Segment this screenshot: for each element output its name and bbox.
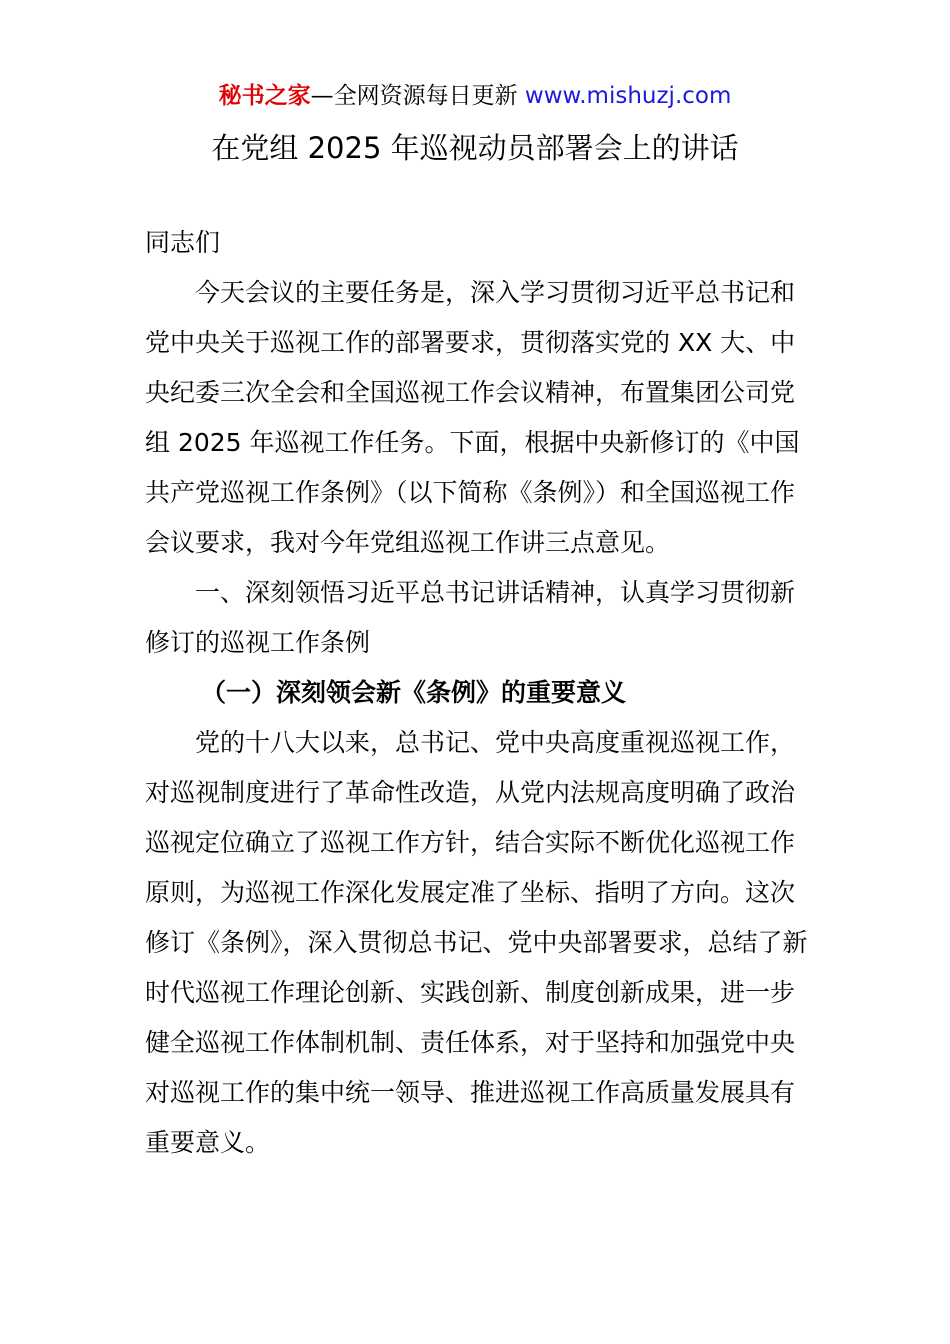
section-heading: 一、深刻领悟习近平总书记讲话精神，认真学习贯彻新修订的巡视工作条例: [145, 578, 796, 657]
site-header: [0, 80, 950, 112]
site-tagline: —全网资源每日更新: [310, 83, 525, 109]
body-paragraph: 党的十八大以来，总书记、党中央高度重视巡视工作，对巡视制度进行了革命性改造，从党内法规高度明确了政治巡视定位确立了巡视工作方针，结合实际不断优化巡视工作原则，为巡视工作深化发展定准了坐标、指明了方向。这次修订《条例》，深入贯彻总书记、党中央部署要求，总结了新时代巡视工作理论创新、实践创新、制度创新成果，进一步健全巡视工作体制机制、责任体系，对于坚持和加强党中央对巡视工作的集中统一领导、推进巡视工作高质量发展具有重要意义。: [145, 728, 808, 1157]
site-url-link[interactable]: www.mishuzj.com: [524, 83, 732, 109]
salutation: 同志们: [145, 228, 221, 257]
site-brand: 秘书之家: [218, 83, 311, 109]
subsection-heading: （一）深刻领会新《条例》的重要意义: [201, 678, 627, 707]
document-body: [145, 218, 810, 1168]
document-title: 在党组 2025 年巡视动员部署会上的讲话: [211, 131, 739, 165]
intro-paragraph: 今天会议的主要任务是，深入学习贯彻习近平总书记和党中央关于巡视工作的部署要求，贯彻落实党的 XX 大、中央纪委三次全会和全国巡视工作会议精神，布置集团公司党组 2025 年巡视工作任务。下面，根据中央新修订的《中国共产党巡视工作条例》（以下简称《条例》）和全国巡视工作会议要求，我对今年党组巡视工作讲三点意见。: [145, 278, 800, 557]
